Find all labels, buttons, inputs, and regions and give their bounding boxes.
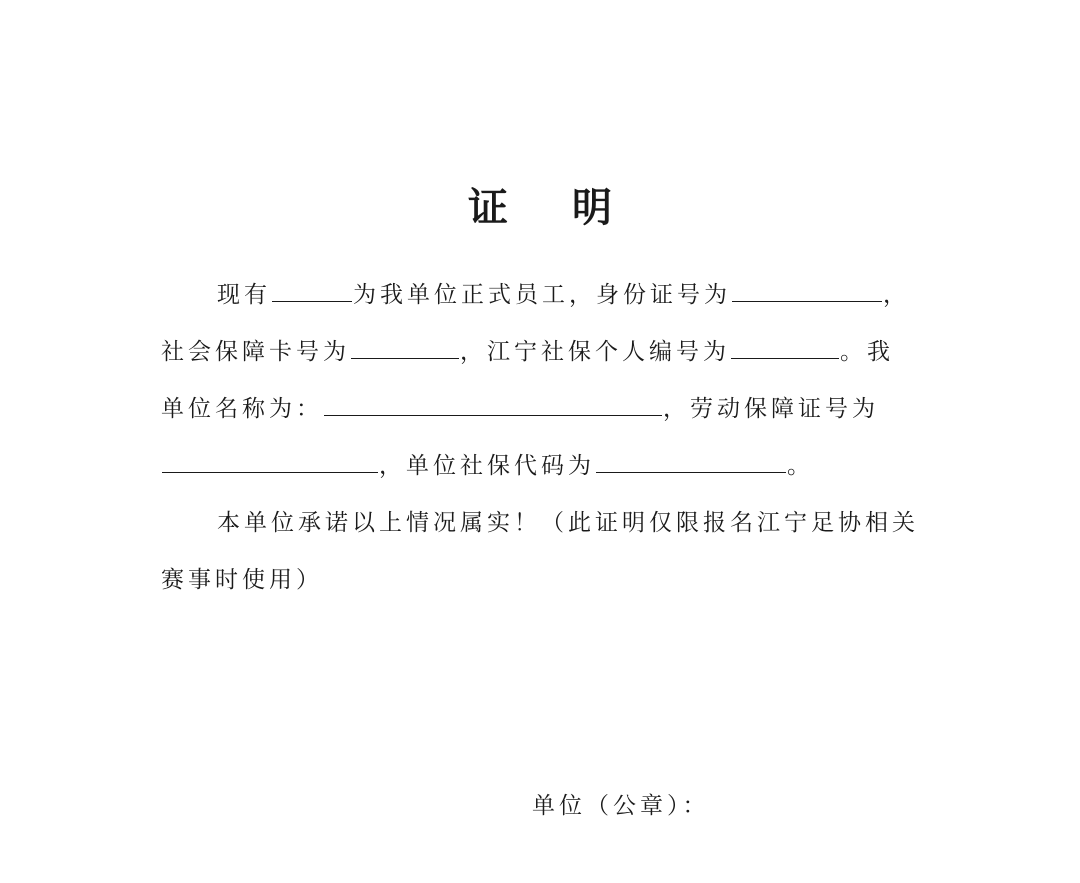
text-sscard-label: 社会保障卡号为: [161, 339, 350, 365]
personal-number-field[interactable]: [731, 336, 839, 359]
paragraph-2-line-1: 本单位承诺以上情况属实！（此证明仅限报名江宁足协相关: [217, 510, 919, 536]
paragraph-1-line-3: [161, 393, 879, 425]
text-unit-code-label: ，单位社保代码为: [379, 453, 595, 479]
text-comma: ，: [883, 282, 910, 308]
unit-code-field[interactable]: [596, 450, 786, 473]
employee-name-field[interactable]: [272, 279, 352, 302]
paragraph-1-line-1: [217, 279, 910, 311]
title-char-1: 证: [468, 184, 508, 231]
paragraph-1-line-4: [161, 450, 814, 482]
social-security-card-field[interactable]: [351, 336, 459, 359]
unit-name-field[interactable]: [324, 393, 662, 416]
text-period: 。: [787, 453, 814, 479]
text-employee-statement: 为我单位正式员工，身份证号为: [353, 282, 731, 308]
page-title: [0, 182, 1080, 234]
labor-certificate-field[interactable]: [162, 450, 378, 473]
text-jiangning-label: ，江宁社保个人编号为: [460, 339, 730, 365]
text-line2-end: 。我: [840, 339, 894, 365]
title-char-2: 明: [572, 184, 612, 231]
paragraph-2-line-2: 赛事时使用）: [161, 567, 323, 593]
paragraph-1-line-2: [161, 336, 894, 368]
text-labor-label: ，劳动保障证号为: [663, 396, 879, 422]
id-number-field[interactable]: [732, 279, 882, 302]
text-prefix: 现有: [217, 282, 271, 308]
text-unit-name-label: 单位名称为：: [161, 396, 323, 422]
signature-label: 单位（公章）：: [532, 793, 710, 819]
